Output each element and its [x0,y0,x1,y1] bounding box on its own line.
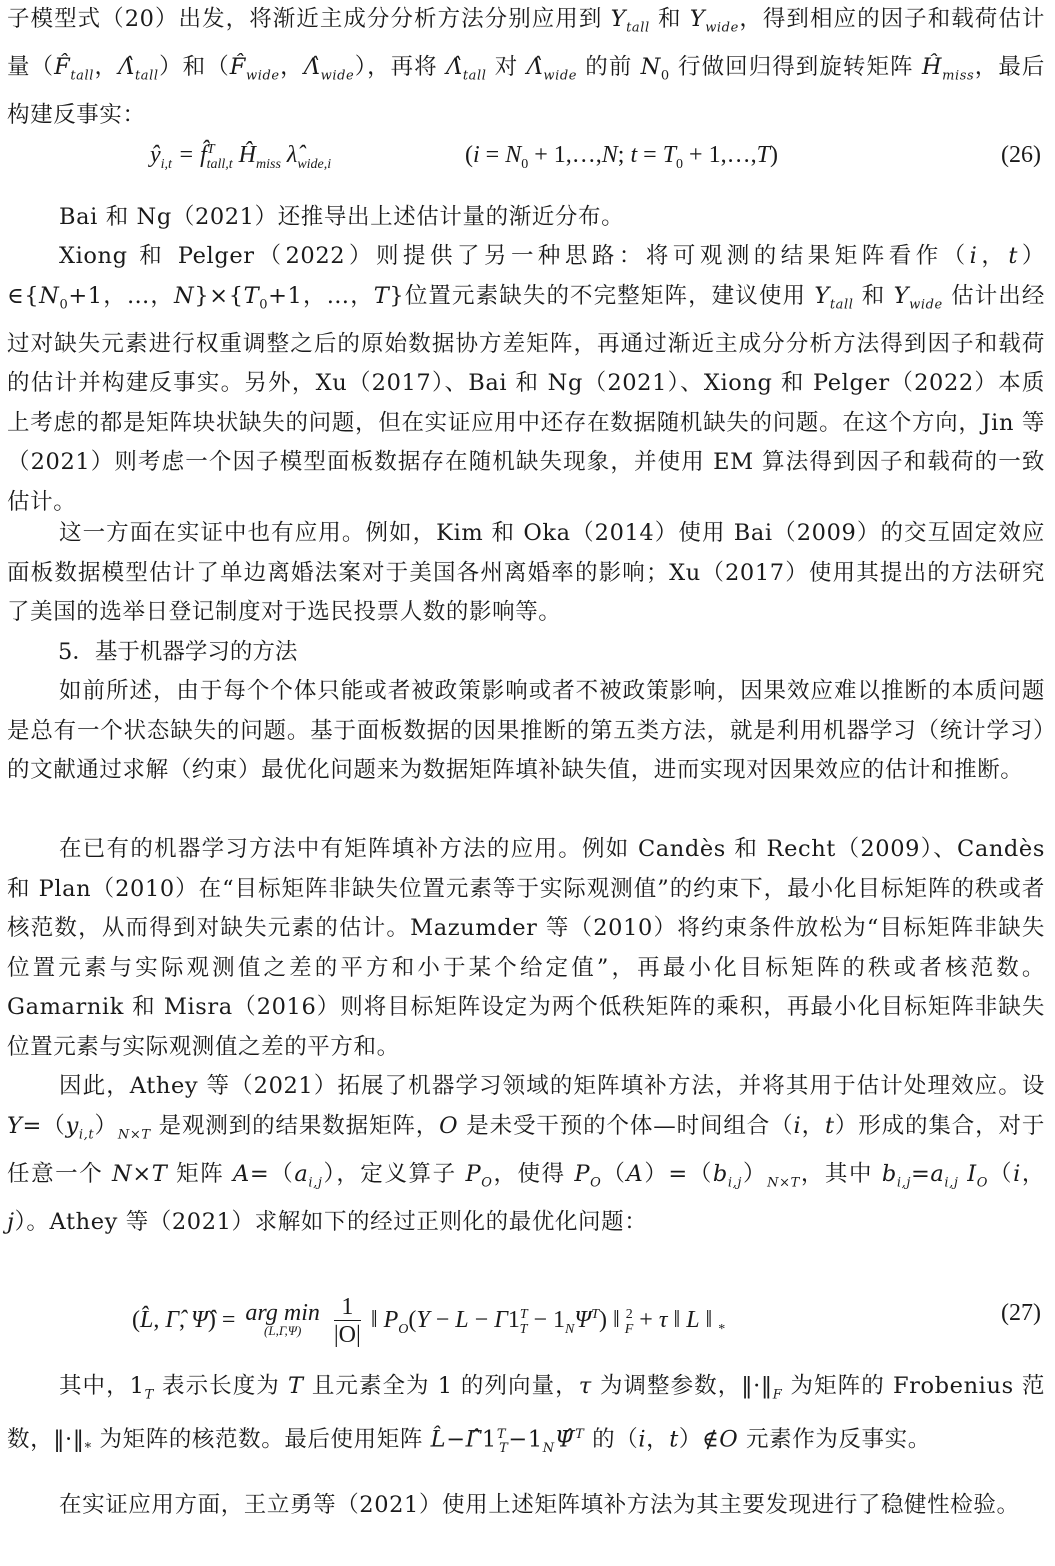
paragraph-7: 在已有的机器学习方法中有矩阵填补方法的应用。例如 Candès 和 Recht（2009）、Candès 和 Plan（2010）在“目标矩阵非缺失位置元素等于实际观测值”的约束下，最小化目标矩阵的秩或者核范数，从而得到对缺失元素的估计。Mazumder 等（2010）将约束条件放松为“目标矩阵非缺失位置元素与实际观测值之差的平方和小于某个给定值”，再最小化目标矩阵的秩或者核范数。Gamarnik 和 Misra（2016）则将目标矩阵设定为两个低秩矩阵的乘积，再最小化目标矩阵非缺失位置元素与实际观测值之差的平方和。 [7,836,1045,1060]
equation-26-lhs: $ŷ_{i,t}$ = f̂$^T_{tall,t}$ $Ĥ_{miss}$ $\lambdâ_{wide,i}$ [150,142,332,172]
equation-26-condition: ($i = N_0$ + 1,…,N; $t = T_0$ + 1,…,T) [465,142,778,172]
argmin-operator: arg min (L,Γ,Ψ) [245,1299,320,1338]
equation-27-number: (27) [1001,1300,1041,1326]
equation-27-fraction: $\frac{1}{|O|}$ [333,1294,361,1348]
equation-26-number: (26) [1001,142,1041,168]
paragraph-10: 在实证应用方面，王立勇等（2021）使用上述矩阵填补方法为其主要发现进行了稳健性检验。 [59,1492,1020,1518]
equation-26 [0,142,1055,186]
paragraph-4: 这一方面在实证中也有应用。例如，Kim 和 Oka（2014）使用 Bai（2009）的交互固定效应面板数据模型估计了单边离婚法案对于美国各州离婚率的影响；Xu（2017）使用其提出的方法研究了美国的选举日登记制度对于选民投票人数的影响等。 [7,520,1045,626]
equation-27 [0,1290,1055,1350]
section-heading: 5．基于机器学习的方法 [58,639,298,665]
paragraph-9: 其中，$1_T$ 表示长度为 T 且元素全为 1 的列向量，τ 为调整参数，$‖\cdot‖_F$ 为矩阵的 Frobenius 范数，$‖\cdot‖_*$ 为矩阵的核范数。最后使用矩阵 $L̂-\Gammâ1^T_T-1_N\Psî^T$ 的（i，t）∉O 元素作为反事实。 [7,1373,1046,1457]
paragraph-6: 如前所述，由于每个个体只能或者被政策影响或者不被政策影响，因果效应难以推断的本质问题是总有一个状态缺失的问题。基于面板数据的因果推断的第五类方法，就是利用机器学习（统计学习）的文献通过求解（约束）最优化问题来为数据矩阵填补缺失值，进而实现对因果效应的估计和推断。 [7,678,1045,784]
paragraph-3: Xiong 和 Pelger（2022）则提供了另一种思路：将可观测的结果矩阵看作（i，$t)\in\{N_0+1$，…，$N\}\times\{T_0+1$，…，T}位置元素缺失的不完整矩阵，建议使用 $Y_{tall}$ 和 $Y_{wide}$ 估计出经过对缺失元素进行权重调整之后的原始数据协方差矩阵，再通过渐近主成分分析方法得到因子和载荷的估计并构建反事实。另外，Xu（2017）、Bai 和 Ng（2021）、Xiong 和 Pelger（2022）本质上考虑的都是矩阵块状缺失的问题，但在实证应用中还存在数据随机缺失的问题。在这个方向，Jin 等（2021）则考虑一个因子模型面板数据存在随机缺失现象，并使用 EM 算法得到因子和载荷的一致估计。 [7,243,1045,516]
paragraph-1: 子模型式（20）出发，将渐近主成分分析方法分别应用到 $Y_{tall}$ 和 $Y_{wide}$，得到相应的因子和载荷估计量（$F̂_{tall}$，$\Lambdâ_{tall}$）和（$F̂_{wide}$，$\Lambdâ_{wide}$），再将 $\Lambdâ_{tall}$ 对 $\Lambdâ_{wide}$ 的前 $N_0$ 行做回归得到旋转矩阵 $Ĥ_{miss}$，最后构建反事实： [7,6,1045,129]
equation-27-body: (L̂, Γ̂, Ψ̂) = arg min (L,Γ,Ψ) $\frac{1}{|O|}$ ‖ $P_O(Y - L - \Gamma 1^T_T - 1_N\Psi^T)$ ‖ $^2_F$ + τ ‖ L ‖ $_*$ [132,1294,726,1348]
paragraph-2: Bai 和 Ng（2021）还推导出上述估计量的渐近分布。 [59,204,625,230]
paragraph-8: 因此，Athey 等（2021）拓展了机器学习领域的矩阵填补方法，并将其用于估计处理效应。设 $Y=(y_{i,t})_{N\times T}$ 是观测到的结果数据矩阵，O 是未受干预的个体—时间组合（i，t）形成的集合，对于任意一个 N×T 矩阵 $A=(a_{i,j})$，定义算子 $P_O$，使得 $P_O(A)=(b_{i,j})_{N\times T}$，其中 $b_{i,j}=a_{i,j}$ $I_O(i$，j）。Athey 等（2021）求解如下的经过正则化的最优化问题： [7,1073,1045,1235]
